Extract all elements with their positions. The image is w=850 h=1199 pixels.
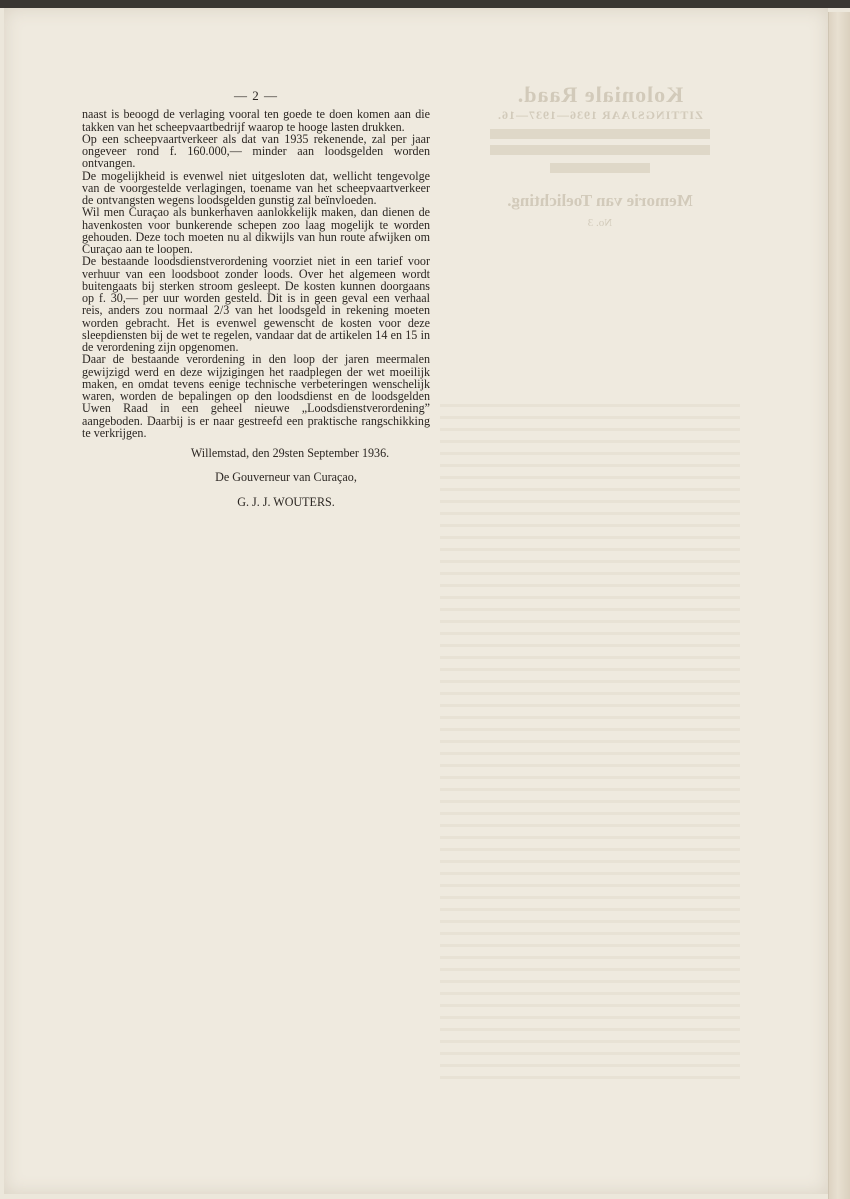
paragraph: Wil men Curaçao als bunkerhaven aanlokkelijk maken, dan dienen de havenkosten voor bunkerende schepen zoo laag mogelijk te worden gehouden. Deze toch moeten nu al dikwijls van hun route afwijken om Curaçao aan te loopen. xyxy=(82,205,430,256)
bleed-rule xyxy=(490,145,710,155)
paragraph: De bestaande loodsdienstverordening voorziet niet in een tarief voor verhuur van een loodsboot zonder loods. Over het algemeen wordt buitengaats bij sterken stroom gesleept. De kosten kunnen doorgaans op f. 30,— per uur worden gesteld. Dit is in geen geval een verhaal reis, anders zou normaal 2/3 van het loodsgeld in rekening moeten worden gebracht. Het is evenwel gewenscht de kosten voor deze sleepdiensten bij de wet te regelen, vandaar dat de artikelen 14 en 15 in de verordening zijn opgenomen. xyxy=(82,254,430,354)
bleed-subheading: ZITTINGSJAAR 1936—1937—16. xyxy=(496,108,704,122)
signature-block xyxy=(82,447,430,508)
bleed-title: Memorie van Toelichting. xyxy=(507,191,693,210)
paragraph: Op een scheepvaartverkeer als dat van 1935 rekenende, zal per jaar ongeveer rond f. 160.000,— minder aan loodsgelden worden ontvangen. xyxy=(82,131,430,171)
paragraph: naast is beoogd de verlaging vooral ten goede te doen komen aan die takken van het scheepvaartbedrijf waarop te hooge lasten drukken. xyxy=(82,107,430,134)
bleed-rule xyxy=(490,129,710,139)
page-number: — 2 — xyxy=(234,88,278,103)
paragraph: De mogelijkheid is evenwel niet uitgesloten dat, wellicht tengevolge van de voorgestelde verlagingen, toename van het scheepvaartverkeer de ontvangsten wegens loodsgelden gunstig zal beïnvloeden. xyxy=(82,168,430,207)
scan-edge xyxy=(0,0,850,8)
bleed-heading: Koloniale Raad. xyxy=(516,82,684,107)
next-page-edge xyxy=(828,12,850,1199)
bleed-rule xyxy=(550,163,650,173)
signatory-name: G. J. J. WOUTERS. xyxy=(237,494,335,509)
document-body xyxy=(82,90,430,520)
signatory-title: De Gouverneur van Curaçao, xyxy=(215,470,357,485)
bleed-through-header xyxy=(480,82,720,229)
bleed-through-text xyxy=(440,395,740,1085)
place-date: Willemstad, den 29sten September 1936. xyxy=(190,446,390,460)
bleed-number: No. 3 xyxy=(587,217,613,229)
paragraph: Daar de bestaande verordening in den loop der jaren meermalen gewijzigd werd en deze wijzigingen het raadplegen der wet moeilijk maken, en omdat tevens eenige technische verbeteringen wenschelijk waren, worden de bepalingen op den loodsdienst en de loodsgelden Uwen Raad in een geheel nieuwe „Loodsdienstverordening” aangeboden. Daarbij is er naar gestreefd een praktische rangschikking te verkrijgen. xyxy=(82,352,430,440)
